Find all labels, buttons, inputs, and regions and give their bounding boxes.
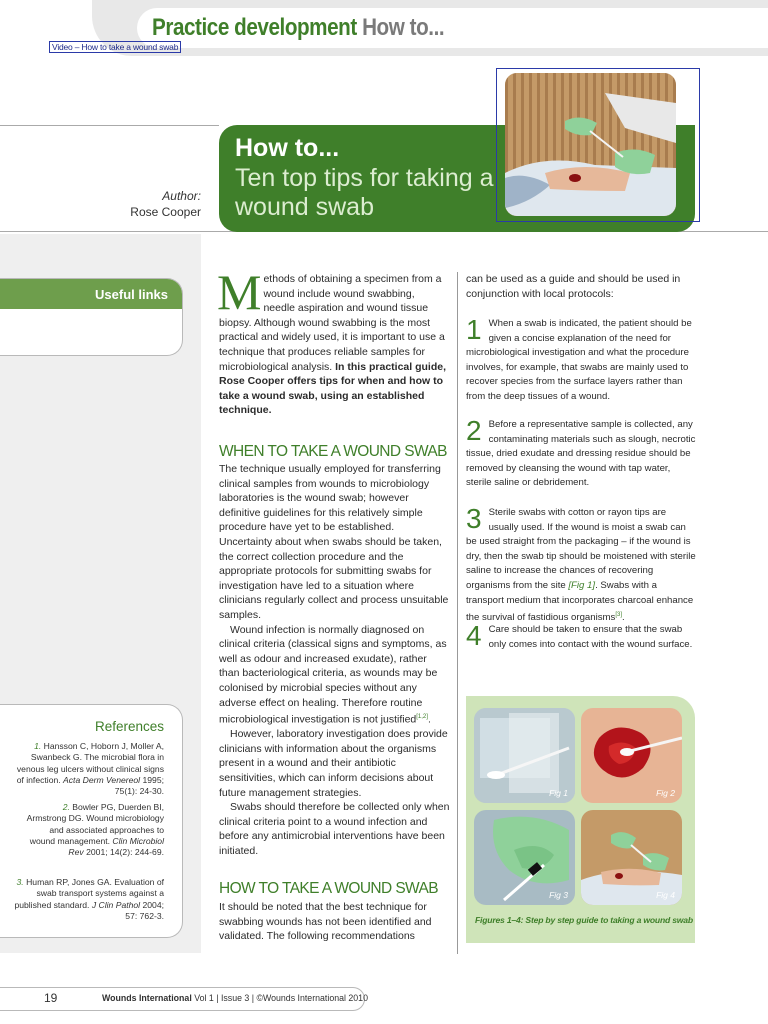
figure-label: Fig 3 bbox=[549, 890, 568, 900]
reference-item: 2. Bowler PG, Duerden BI, Armstrong DG. Wound microbiology and associated approaches to wound management. Clin Microbiol Rev 2001; 14(2): 244-69. bbox=[26, 802, 164, 858]
tip-number: 3 bbox=[466, 503, 482, 534]
figure-4 bbox=[581, 810, 682, 905]
figure-reference: [Fig 1] bbox=[568, 579, 596, 591]
section-name: Practice development bbox=[152, 14, 357, 41]
column-divider bbox=[457, 272, 458, 954]
tip-number: 2 bbox=[466, 415, 482, 446]
intro-standfirst: In this practical guide, Rose Cooper offers tips for when and how to take a wound swab, using an established technique. bbox=[219, 360, 446, 417]
tip-number: 1 bbox=[466, 314, 482, 345]
issue-details: Vol 1 | Issue 3 | ©Wounds International 2010 bbox=[194, 993, 368, 1003]
reference-item: 3. Human RP, Jones GA. Evaluation of swab transport systems against a published standard. J Clin Pathol 2004; 57: 762-3. bbox=[14, 877, 164, 921]
footer-citation bbox=[102, 993, 368, 1003]
references-box bbox=[0, 704, 183, 938]
photo-link-frame[interactable] bbox=[496, 68, 700, 222]
figure-3 bbox=[474, 810, 575, 905]
references-heading: References bbox=[94, 719, 164, 734]
page-number: 19 bbox=[44, 991, 58, 1005]
author-name: Rose Cooper bbox=[130, 205, 201, 219]
article-kicker: How to... bbox=[235, 134, 340, 162]
section-heading-how: HOW TO TAKE A WOUND SWAB bbox=[219, 880, 438, 897]
video-link[interactable]: Video – How to take a wound swab bbox=[49, 41, 181, 53]
article-title: Ten top tips for taking a wound swab bbox=[235, 164, 494, 221]
figure-label: Fig 1 bbox=[549, 788, 568, 798]
figure-caption: Figures 1–4: Step by step guide to taking a wound swab bbox=[475, 915, 693, 925]
figure-label: Fig 2 bbox=[656, 788, 675, 798]
tip-2: 2 Before a representative sample is collected, any contaminating materials such as slough, necrotic tissue, dried exudate and dressing residue should be removed by cleansing the wound with tap water, sterile saline or debridement. bbox=[466, 415, 696, 489]
tip-3: 3 Sterile swabs with cotton or rayon tips are usually used. If the wound is moist a swab can be used straight from the packaging – if the wound is dry, then the swab tip should be moistened with sterile saline to increase the chances of recovering organisms from the site [Fig 1]. Swabs with a transport medium that incorporates charcoal enhance the survival of fastidious organisms[3]. bbox=[466, 503, 696, 624]
tip-4: 4 Care should be taken to ensure that the swab only comes into contact with the wound surface. bbox=[466, 620, 693, 651]
section-when-body: The technique usually employed for transferring clinical samples from wounds to microbiology laboratories is the wound swab; however definitive guidelines for this relatively simple procedure have yet to be established. Uncertainty about when swabs should be taken, the correct collection procedure and the appropriate protocols for submitting swabs for investigation have led to a situation where clinicians regularly collect and process unsuitable samples. Wound infection is normally diagnosed on clinical criteria (classical signs and symptoms, as well as odour and increased exudate), rather than bacteriological criteria, as wounds may be colonised by microbial species without any adverse effect on healing. Therefore routine microbiological investigation is not justified[1,2]. However, laboratory investigation does provide clinicians with information about the organisms present in a wound and their antibiotic sensitivities, which can inform decisions about future management strategies. Swabs should therefore be collected only when clinical criteria point to a wound infection and before any antimicrobial interventions have been initiated. bbox=[219, 463, 450, 857]
useful-links-heading: Useful links bbox=[0, 279, 182, 309]
intro-paragraph: Methods of obtaining a specimen from a wound include wound swabbing, needle aspiration and wound tissue biopsy. Although wound swabbing is the most practical and widely used, it is important to use a technique that produces reliable samples for microbiological analysis. In this practical guide, Rose Cooper offers tips for when and how to take a wound swab, using an established technique. bbox=[217, 264, 446, 417]
right-column-continuation: can be used as a guide and should be used in conjunction with local protocols: bbox=[466, 273, 681, 300]
figure-1 bbox=[474, 708, 575, 803]
author-label: Author: bbox=[162, 189, 201, 203]
section-heading-when: WHEN TO TAKE A WOUND SWAB bbox=[219, 443, 447, 460]
figure-label: Fig 4 bbox=[656, 890, 675, 900]
section-suffix: How to... bbox=[362, 14, 445, 41]
drop-cap: M bbox=[217, 264, 262, 320]
figure-2 bbox=[581, 708, 682, 803]
tip-number: 4 bbox=[466, 620, 482, 651]
tip-1: 1 When a swab is indicated, the patient should be given a concise explanation of the need for microbiological investigation and what the procedure involves, for example, that swabs are mainly used to recover species from the surface layers rather than from the deep tissues of a wound. bbox=[466, 314, 692, 402]
section-header bbox=[152, 14, 444, 42]
journal-name: Wounds International bbox=[102, 993, 192, 1003]
reference-item: 1. Hansson C, Hoborn J, Moller A, Swanbeck G. The microbial flora in venous leg ulcers without clinical signs of infection. Acta Derm Venereol 1995; 75(1): 24-30. bbox=[16, 741, 164, 797]
useful-links-box bbox=[0, 278, 183, 356]
section-how-body: It should be noted that the best technique for swabbing wounds has not been identified and validated. The following recommendations bbox=[219, 901, 432, 943]
title-rule-top bbox=[0, 125, 219, 126]
